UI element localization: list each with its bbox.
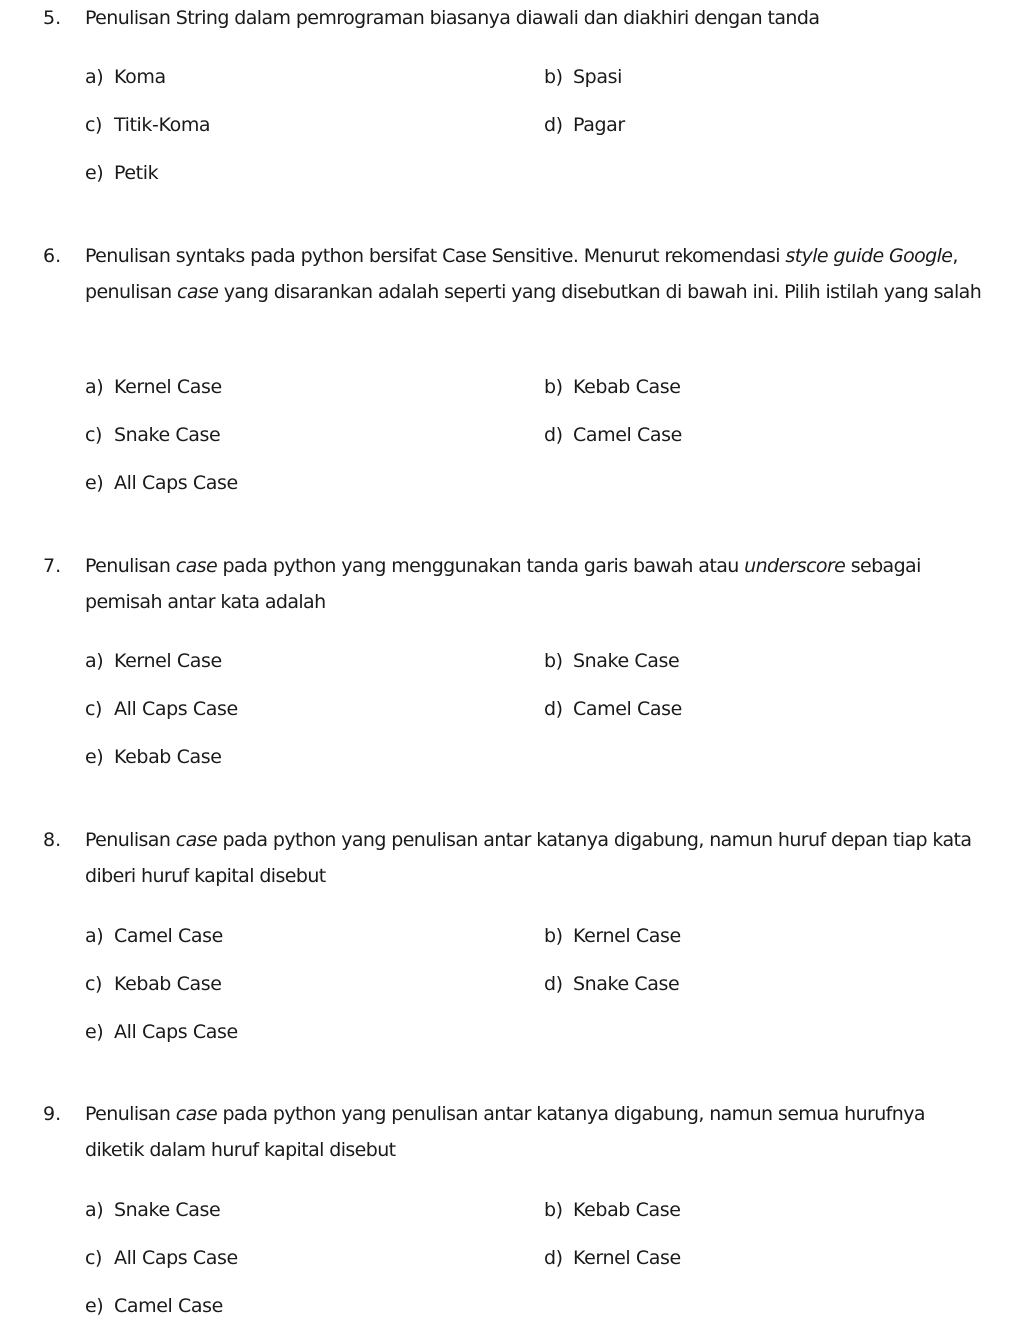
option-c: c) Titik-Koma [85,114,211,136]
question-text: Penulisan String dalam pemrograman biasanya diawali dan diakhiri dengan tanda [85,7,820,29]
option-d: d) Pagar [544,114,625,136]
question-text: Penulisan case pada python yang menggunakan tanda garis bawah atau underscore sebagai pemisah antar kata adalah [85,555,921,613]
question-number: 5. [43,7,62,29]
question-text: Penulisan case pada python yang penulisan antar katanya digabung, namun semua hurufnya diketik dalam huruf kapital disebut [85,1103,925,1161]
option-a: a) Camel Case [85,925,223,947]
option-b: b) Kebab Case [544,376,681,398]
option-b: b) Kebab Case [544,1199,681,1221]
option-c: c) All Caps Case [85,1247,238,1269]
option-e: e) All Caps Case [85,472,238,494]
question-number: 8. [43,829,62,851]
option-e: e) Kebab Case [85,746,222,768]
option-b: b) Kernel Case [544,925,681,947]
option-c: c) Snake Case [85,424,221,446]
option-c: c) All Caps Case [85,698,238,720]
option-b: b) Spasi [544,66,622,88]
question-text: Penulisan syntaks pada python bersifat Case Sensitive. Menurut rekomendasi style guide Google, penulisan case yang disarankan adalah seperti yang disebutkan di bawah ini. Pilih istilah yang salah [85,245,982,303]
question-number: 6. [43,245,62,267]
question-number: 9. [43,1103,62,1125]
option-d: d) Snake Case [544,973,680,995]
option-a: a) Koma [85,66,166,88]
option-e: e) Petik [85,162,159,184]
option-a: a) Kernel Case [85,376,222,398]
option-c: c) Kebab Case [85,973,222,995]
option-d: d) Camel Case [544,698,682,720]
option-a: a) Kernel Case [85,650,222,672]
option-b: b) Snake Case [544,650,680,672]
option-d: d) Camel Case [544,424,682,446]
question-number: 7. [43,555,62,577]
option-d: d) Kernel Case [544,1247,681,1269]
question-text: Penulisan case pada python yang penulisan antar katanya digabung, namun huruf depan tiap kata diberi huruf kapital disebut [85,829,972,887]
option-a: a) Snake Case [85,1199,221,1221]
option-e: e) All Caps Case [85,1021,238,1043]
option-e: e) Camel Case [85,1295,223,1317]
